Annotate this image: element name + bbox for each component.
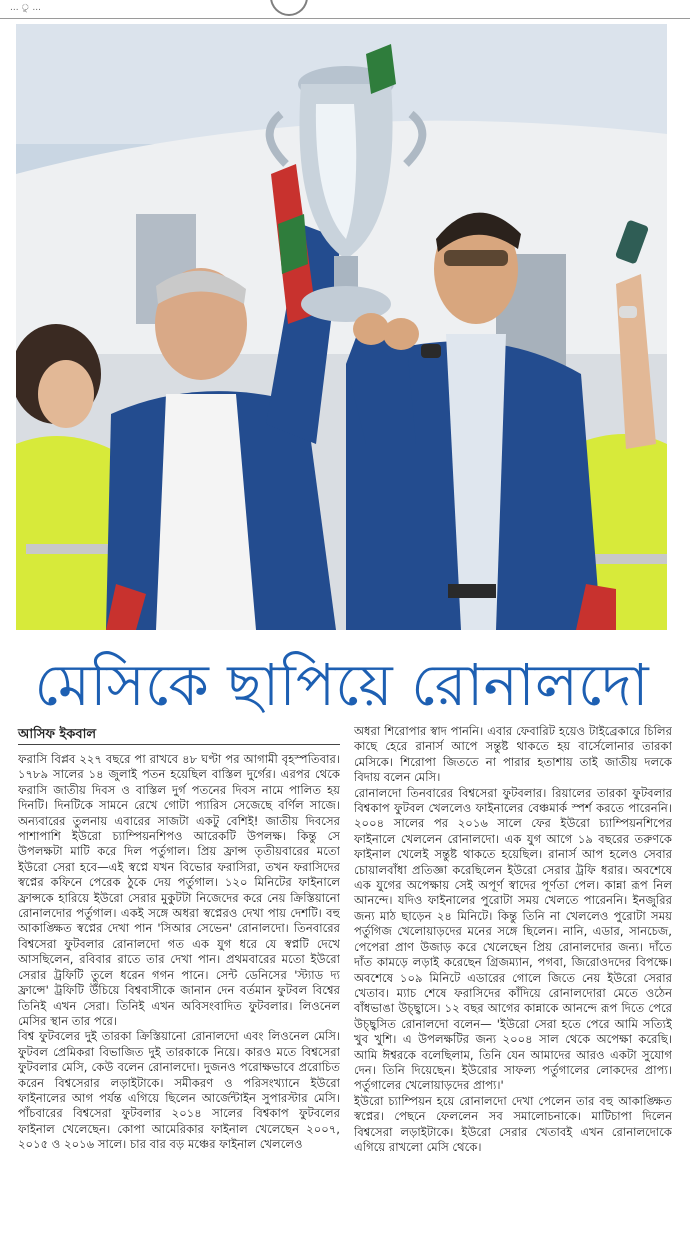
article-paragraph: ইউরো চ্যাম্পিয়ন হয়ে রোনালদো দেখা পেলেন তার বহু আকাঙ্ক্ষিত স্বপ্নের। পেছনে ফেললেন সব সমালোচনাকে। মাটিচাপা দিলেন বিশ্বসেরা লড়াইটাকে। ইউরো সেরার খেতাবই এখন রোনালদোকে এগিয়ে রাখলো মেসি থেকে। [354,1093,672,1154]
byline-rule [18,744,340,745]
article-column-right [354,724,672,1244]
page-top-strip [0,0,690,19]
header-snippet: ... ু ... [10,3,41,13]
byline: আসিফ ইকবাল [18,727,97,742]
article-column-left [18,752,340,1244]
page-tab-ornament [270,0,308,16]
headline: মেসিকে ছাপিয়ে রোনালদো [34,651,649,719]
article-paragraph: অধরা শিরোপার স্বাদ পাননি। এবার ফেবারিট হয়েও টাইব্রেকারে চিলির কাছে হেরে রানার্স আপে সন্তুষ্ট থাকতে হয় বার্সেলোনার তারকা মেসিকে। শিরোপা জিততে না পারার হতাশায় তাই জাতীয় দলকে বিদায় বলেন মেসি। [354,724,672,785]
trophy-celebration-photo [16,24,667,630]
article-paragraph: ফরাসি বিপ্লব ২২৭ বছরে পা রাখবে ৪৮ ঘণ্টা পর আগামী বৃহস্পতিবার। ১৭৮৯ সালের ১৪ জুলাই পতন হয়েছিল বাস্তিল দুর্গের। এরপর থেকে ফরাসি জাতীয় দিবস ও বাস্তিল দুর্গ পতনের দিবস নামে পালিত হয় দিনটি। দিনটিকে সামনে রেখে গোটা প্যারিস সেজেছে বর্ণিল সাজে। অন্যবারের তুলনায় এবারের সাজটা একটু বেশিই! জাতীয় দিবসের পাশাপাশি ইউরো চ্যাম্পিয়নশিপও আরেকটি উপলক্ষ। কিন্তু সে উপলক্ষটা মাটি করে দিল পর্তুগাল। প্রিয় ফ্রান্স তৃতীয়বারের মতো ইউরো সেরা হবে—এই স্বপ্নে যখন বিভোর ফরাসিরা, তখন ফরাসিদের স্বপ্নের কফিনে পেরেক ঠুকে দেয় পর্তুগাল। ১২০ মিনিটের ফাইনালে ফ্রান্সকে হারিয়ে ইউরো সেরার মুকুটটা নিজেদের করে নেয় ক্রিস্তিয়ানো রোনালদোর পর্তুগাল। একই সঙ্গে অধরা স্বপ্নেরও দেখা পায় দেশটি। বহু আকাঙ্ক্ষিত স্বপ্নের দেখা পান 'সিআর সেভেন' রোনালদো। তিনবারের বিশ্বসেরা ফুটবলার রোনালদো গত এক যুগ ধরে যে স্বপ্নটি দেখে আসছিলেন, রবিবার রাতে তার দেখা পান। প্রথমবারের মতো ইউরো সেরার ট্রফিটি তুলে ধরেন গগন পানে। সেন্ট ডেনিসের 'স্ট্যাড দ্য ফ্রান্সে' ট্রফিটি উঁচিয়ে বিশ্ববাসীকে জানান দেন বর্তমান ফুটবল বিশ্বের তিনিই এখন সেরা। তিনিই এখন অবিসংবাদিত ফুটবলার। লিওনেল মেসির স্থান তার পরে। [18,752,340,1028]
article-paragraph: বিশ্ব ফুটবলের দুই তারকা ক্রিস্তিয়ানো রোনালদো এবং লিওনেল মেসি। ফুটবল প্রেমিকরা বিভাজিত দুই তারকাকে নিয়ে। কারও মতে বিশ্বসেরা ফুটবলার মেসি, কেউ বলেন রোনালদো। দুজনও পরোক্ষভাবে প্ররোচিত করেন বিশ্বসেরার লড়াইটাকে। সমীকরণ ও পরিসংখ্যানে ইউরো ফাইনালের আগ পর্যন্ত এগিয়ে ছিলেন আর্জেন্টাইন সুপারস্টার মেসি। পাঁচবারের বিশ্বসেরা ফুটবলার ২০১৪ সালের বিশ্বকাপ ফুটবলের ফাইনাল খেলেছেন। কোপা আমেরিকার ফাইনাল খেলেছেন ২০০৭, ২০১৫ ও ২০১৬ সালে। চার বার বড় মঞ্চের ফাইনাল খেললেও [18,1029,340,1152]
article-paragraph: রোনালদো তিনবারের বিশ্বসেরা ফুটবলার। রিয়ালের তারকা ফুটবলার বিশ্বকাপ ফুটবল খেললেও ফাইনালের বেঞ্চমার্ক স্পর্শ করতে পারেননি। ২০০৪ সালের পর ২০১৬ সালে ফের ইউরো চ্যাম্পিয়নশিপের ফাইনালে খেললেন রোনালদো। এক যুগ আগে ১৯ বছরের তরুণকে ফাইনাল খেলেই সন্তুষ্ট থাকতে হয়েছিল। রানার্স আপ হলেও সেবার চোয়ালবাঁধা প্রতিজ্ঞা করেছিলেন ইউরো সেরার ট্রফি ধরার। অবশেষে এক যুগের অপেক্ষায় সেই অপূর্ণ স্বাদের পূর্ণতা পেল। কান্না রূপ নিল আনন্দে। যদিও ফাইনালের পুরোটা সময় খেলতে পারেননি। ইনজুরির জন্য মাঠ ছাড়েন ২৪ মিনিটে। কিন্তু তিনি না খেললেও পুরোটা সময় পর্তুগিজ খেলোয়াড়দের মনের সঙ্গে ছিলেন। নানি, এডার, সানচেজ, পেপেরা প্রাণ উজাড় করে খেলেছেন প্রিয় রোনালদোর জন্য। দাঁতে দাঁত কামড়ে লড়াই করেছেন গ্রিজম্যান, পগবা, জিরোওদদের বিপক্ষে। অবশেষে ১০৯ মিনিটে এডারের গোলে জিতে নেয় ইউরো সেরার খেতাব। ম্যাচ শেষে ফরাসিদের কাঁদিয়ে রোনালদোরা মেতে ওঠেন বাঁধভাঙা উচ্ছ্বাসে। ১২ বছর আগের কান্নাকে আনন্দে রূপ দিতে পেরে উচ্ছ্বসিত রোনালদো বলেন— 'ইউরো সেরা হতে পেরে আমি সত্যিই খুব খুশি। এ উপলক্ষটির জন্য ২০০৪ সাল থেকে অপেক্ষা করেছি। আমি ঈশ্বরকে বলেছিলাম, তিনি যেন আমাদের আরও একটা সুযোগ দেন। তিনি দিয়েছেন। ইউরোর সাফল্য পর্তুগালের লোকদের প্রাপ্য। পর্তুগালের খেলোয়াড়দের প্রাপ্য।' [354,785,672,1093]
article-photo [16,24,667,630]
